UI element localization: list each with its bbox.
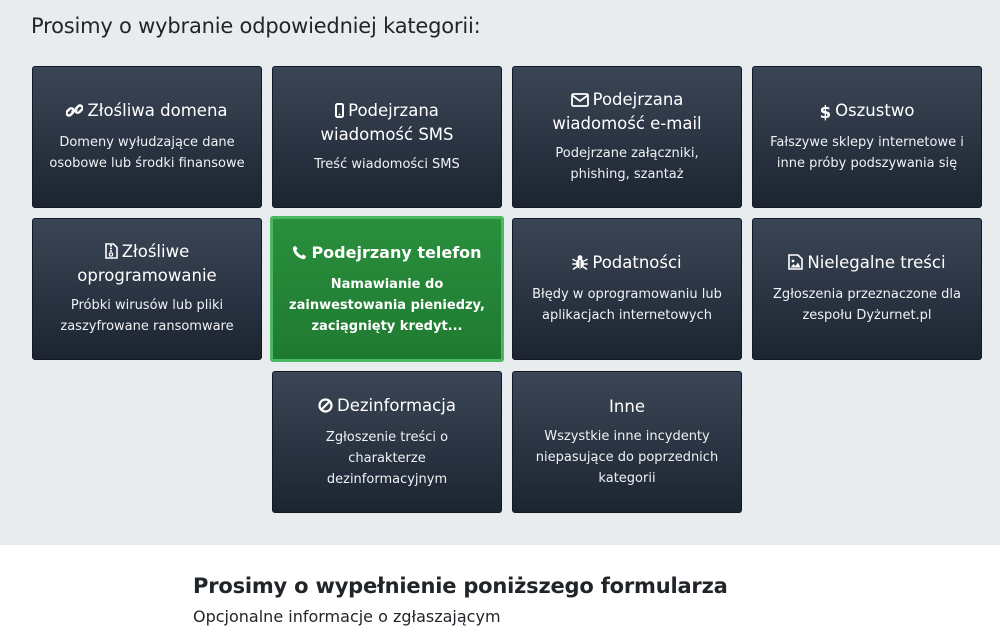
category-tile-vulnerabilities[interactable] (512, 218, 742, 360)
tile-description: Namawianie do zainwestowania pieniedzy, zaciągnięty kredyt... (289, 276, 485, 334)
category-tile-suspicious-phone[interactable] (270, 216, 504, 362)
tile-description: Wszystkie inne incydenty niepasujące do poprzednich kategorii (535, 428, 719, 486)
category-tile-other[interactable] (512, 371, 742, 513)
bug-icon (572, 254, 588, 276)
tile-description: Próbki wirusów lub pliki zaszyfrowane ransomware (60, 298, 234, 334)
category-tile-illegal-content[interactable] (752, 218, 982, 360)
tile-title: Złośliwa domena (66, 100, 227, 124)
ban-icon (318, 397, 333, 419)
category-tile-malicious-domain[interactable] (32, 66, 262, 208)
category-heading: Prosimy o wybranie odpowiedniej kategorii: (31, 14, 481, 38)
tile-description: Zgłoszenie treści o charakterze dezinformacyjnym (325, 429, 449, 487)
tile-title: Złośliwe oprogramowanie (77, 242, 217, 285)
file-archive-icon (105, 243, 118, 265)
mobile-phone-icon (335, 102, 344, 124)
category-tile-suspicious-sms[interactable] (272, 66, 502, 208)
category-tile-fraud[interactable] (752, 66, 982, 208)
phone-icon (292, 244, 307, 266)
tile-description: Domeny wyłudzające dane osobowe lub środki finansowe (49, 135, 245, 171)
tile-description: Zgłoszenia przeznaczone dla zespołu Dyżurnet.pl (773, 287, 961, 323)
form-heading: Prosimy o wypełnienie poniższego formularza (193, 574, 728, 598)
tile-title: Inne (609, 396, 645, 416)
category-tile-malware[interactable] (32, 218, 262, 360)
dollar-icon: $ (819, 103, 832, 122)
tile-description: Podejrzane załączniki, phishing, szantaż (555, 146, 699, 182)
image-icon (788, 254, 803, 276)
tile-title: Nielegalne treści (788, 252, 945, 276)
form-subheading: Opcjonalne informacje o zgłaszającym (193, 607, 501, 626)
tile-title: Podejrzana wiadomość SMS (320, 100, 454, 144)
tile-title: Podejrzana wiadomość e-mail (552, 90, 702, 133)
category-tile-disinformation[interactable] (272, 371, 502, 513)
tile-title: Dezinformacja (318, 395, 456, 419)
tile-description: Treść wiadomości SMS (314, 156, 460, 172)
category-tile-suspicious-email[interactable] (512, 66, 742, 208)
envelope-icon (571, 91, 589, 113)
tile-title: Podejrzany telefon (292, 242, 481, 266)
tile-title: Podatności (572, 252, 681, 276)
tile-title: $ Oszustwo (819, 101, 915, 122)
tile-description: Błędy w oprogramowaniu lub aplikacjach internetowych (532, 287, 722, 323)
tile-description: Fałszywe sklepy internetowe i inne próby podszywania się (770, 135, 964, 171)
link-icon (66, 102, 83, 124)
